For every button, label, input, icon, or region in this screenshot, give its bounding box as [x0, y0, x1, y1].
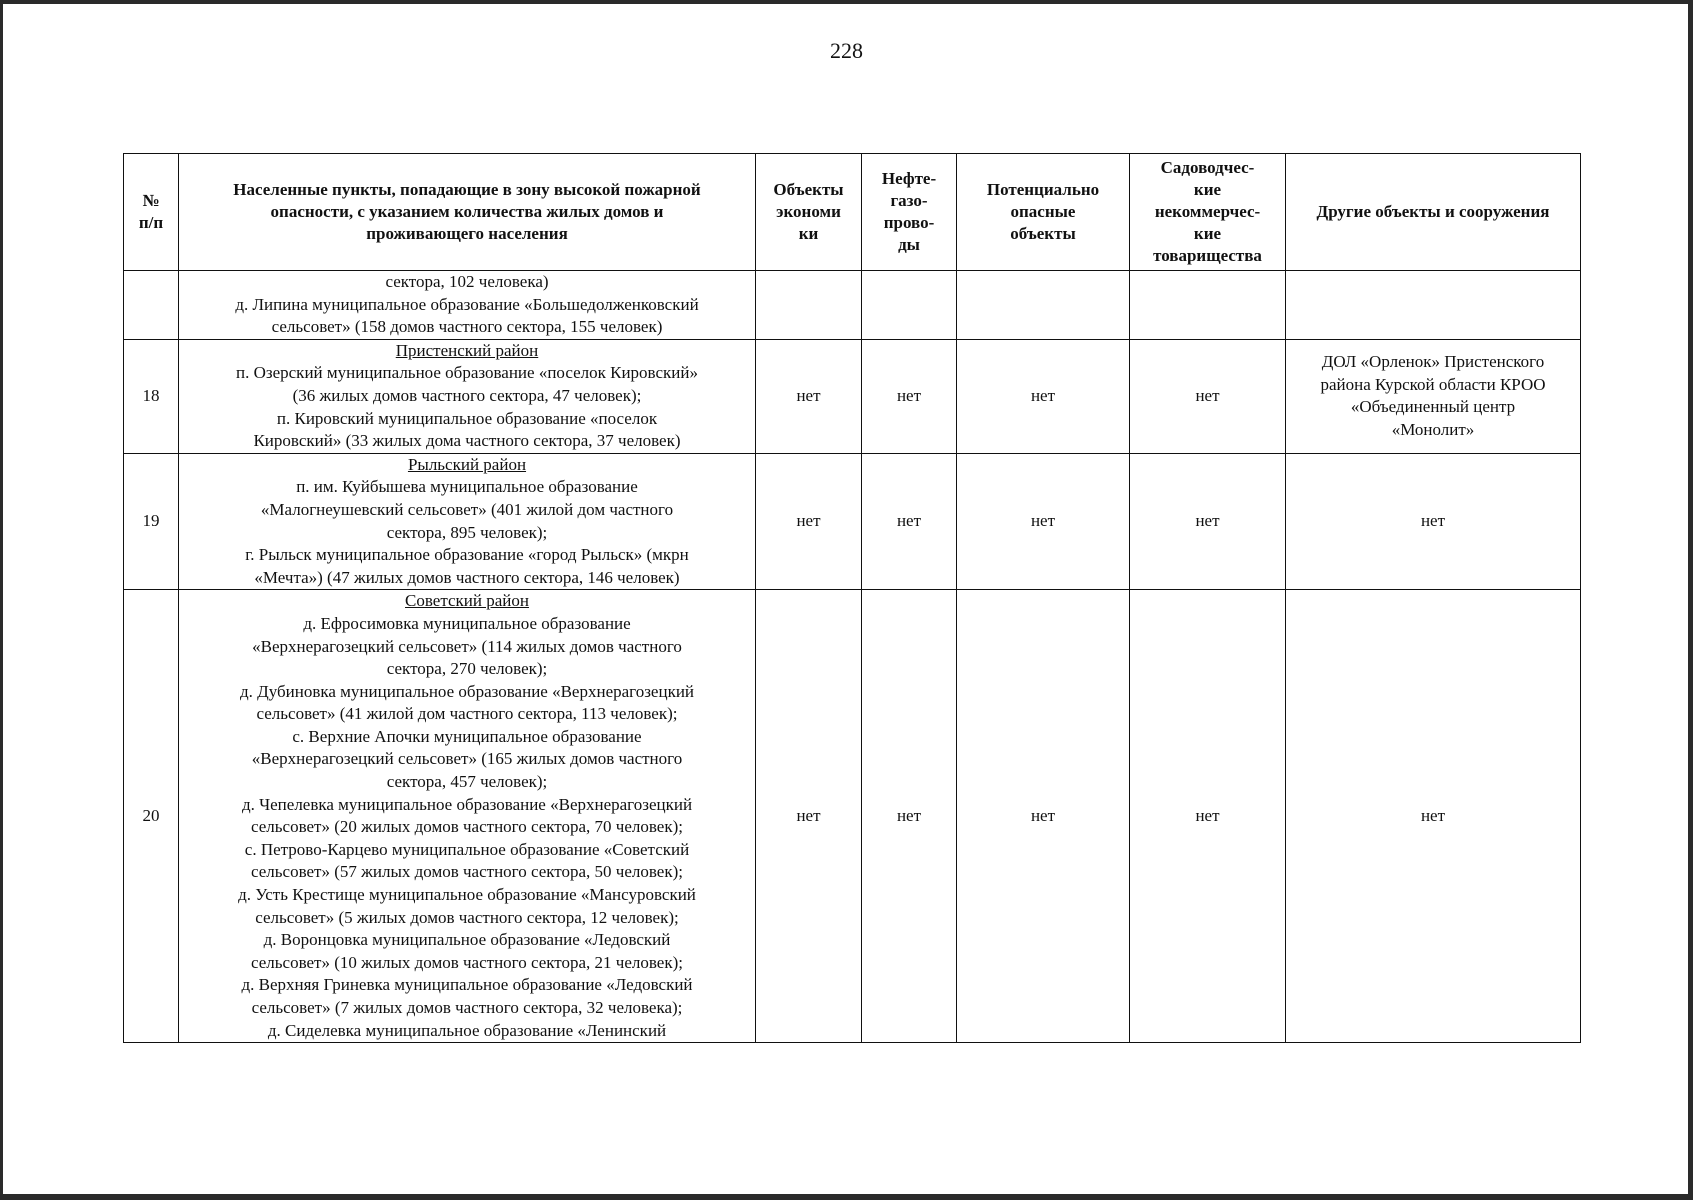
cell-pipelines: нет: [862, 453, 957, 590]
scan-border-top: [0, 0, 1693, 4]
district-name: Рыльский район: [407, 454, 527, 474]
header-num: № п/п: [124, 154, 179, 271]
fire-hazard-table: [123, 153, 1581, 1043]
settlement-line: д. Усть Крестище муниципальное образование «Мансуровский: [238, 885, 696, 905]
page-number: 228: [830, 38, 863, 63]
table-body: [124, 271, 1581, 1043]
cell-hazard: [957, 271, 1130, 340]
cell-pipelines: нет: [862, 590, 957, 1043]
settlement-line: д. Ефросимовка муниципальное образование: [303, 613, 631, 633]
table-row: [124, 271, 1581, 340]
other-line: «Объединенный центр: [1350, 397, 1516, 417]
cell-settlements: [179, 271, 756, 340]
cell-num: [124, 271, 179, 340]
other-line: нет: [1420, 805, 1446, 825]
settlement-line: (36 жилых домов частного сектора, 47 человек);: [292, 385, 642, 405]
cell-pipelines: [862, 271, 957, 340]
district-name: Пристенский район: [395, 340, 539, 360]
settlement-line: п. Озерский муниципальное образование «поселок Кировский»: [236, 363, 698, 383]
settlement-line: сектора, 102 человека): [385, 272, 549, 291]
settlement-line: д. Воронцовка муниципальное образование «Ледовский: [263, 930, 671, 950]
cell-gardening: [1130, 271, 1286, 340]
district-name: Советский район: [405, 591, 529, 611]
header-gardening: Садоводчес- кие некоммерчес- кие товарищества: [1130, 154, 1286, 271]
cell-hazard: нет: [957, 339, 1130, 453]
settlement-line: «Верхнерагозецкий сельсовет» (165 жилых домов частного: [251, 749, 683, 769]
settlement-line: сельсовет» (7 жилых домов частного сектора, 32 человека);: [251, 998, 683, 1017]
other-line: ДОЛ «Орленок» Пристенского: [1321, 352, 1545, 372]
cell-other: [1286, 453, 1581, 590]
settlement-line: п. Кировский муниципальное образование «поселок: [276, 408, 658, 428]
settlement-line: сектора, 270 человек);: [386, 659, 548, 679]
settlement-line: сельсовет» (57 жилых домов частного сектора, 50 человек);: [251, 862, 683, 882]
settlement-line: сельсовет» (158 домов частного сектора, 155 человек): [271, 317, 663, 337]
header-hazard: Потенциально опасные объекты: [957, 154, 1130, 271]
settlement-line: д. Верхняя Гриневка муниципальное образование «Ледовский: [241, 975, 693, 995]
settlement-line: с. Петрово-Карцево муниципальное образование «Советский: [244, 839, 690, 859]
cell-economy: [756, 271, 862, 340]
settlement-line: «Мечта») (47 жилых домов частного сектора, 146 человек): [254, 567, 680, 587]
settlement-line: д. Дубиновка муниципальное образование «Верхнерагозецкий: [239, 681, 695, 701]
scan-border-left: [0, 0, 3, 1200]
other-line: «Монолит»: [1391, 419, 1475, 439]
cell-settlements: [179, 590, 756, 1043]
settlement-line: с. Верхние Апочки муниципальное образование: [292, 726, 642, 746]
settlement-line: Кировский» (33 жилых дома частного сектора, 37 человек): [253, 431, 681, 451]
settlement-line: «Малогнеушевский сельсовет» (401 жилой дом частного: [260, 499, 674, 519]
table-row: [124, 590, 1581, 1043]
other-line: нет: [1420, 511, 1446, 531]
settlement-line: сельсовет» (41 жилой дом частного сектора, 113 человек);: [256, 704, 678, 724]
settlement-line: д. Сиделевка муниципальное образование «Ленинский: [267, 1020, 667, 1040]
cell-num: 20: [124, 590, 179, 1043]
table-header-row: [124, 154, 1581, 271]
table-row: [124, 453, 1581, 590]
settlement-line: сектора, 895 человек);: [386, 522, 548, 542]
scan-border-right: [1688, 0, 1693, 1200]
cell-num: 19: [124, 453, 179, 590]
cell-settlements: [179, 339, 756, 453]
table-row: [124, 339, 1581, 453]
header-economy: Объекты экономи ки: [756, 154, 862, 271]
cell-other: [1286, 590, 1581, 1043]
header-settlements: Населенные пункты, попадающие в зону высокой пожарной опасности, с указанием количества жилых домов и проживающего населения: [179, 154, 756, 271]
settlement-line: п. им. Куйбышева муниципальное образование: [296, 477, 638, 497]
cell-gardening: нет: [1130, 339, 1286, 453]
cell-other: [1286, 339, 1581, 453]
settlement-line: д. Липина муниципальное образование «Большедолженковский: [235, 294, 699, 314]
cell-hazard: нет: [957, 453, 1130, 590]
other-line: района Курской области КРОО: [1320, 374, 1546, 394]
cell-settlements: [179, 453, 756, 590]
header-pipelines: Нефте- газо- прово- ды: [862, 154, 957, 271]
cell-pipelines: нет: [862, 339, 957, 453]
cell-gardening: нет: [1130, 453, 1286, 590]
cell-economy: нет: [756, 590, 862, 1043]
settlement-line: сектора, 457 человек);: [386, 772, 548, 792]
cell-economy: нет: [756, 453, 862, 590]
header-other: Другие объекты и сооружения: [1286, 154, 1581, 271]
settlement-line: «Верхнерагозецкий сельсовет» (114 жилых домов частного: [252, 636, 682, 656]
settlement-line: сельсовет» (10 жилых домов частного сектора, 21 человек);: [251, 952, 683, 972]
settlement-line: д. Чепелевка муниципальное образование «Верхнерагозецкий: [241, 794, 693, 814]
cell-num: 18: [124, 339, 179, 453]
cell-other: [1286, 271, 1581, 340]
cell-gardening: нет: [1130, 590, 1286, 1043]
cell-economy: нет: [756, 339, 862, 453]
settlement-line: сельсовет» (5 жилых домов частного сектора, 12 человек);: [255, 907, 679, 927]
settlement-line: г. Рыльск муниципальное образование «город Рыльск» (мкрн: [245, 545, 689, 565]
scan-border-bottom: [0, 1194, 1693, 1200]
cell-hazard: нет: [957, 590, 1130, 1043]
settlement-line: сельсовет» (20 жилых домов частного сектора, 70 человек);: [251, 817, 683, 837]
